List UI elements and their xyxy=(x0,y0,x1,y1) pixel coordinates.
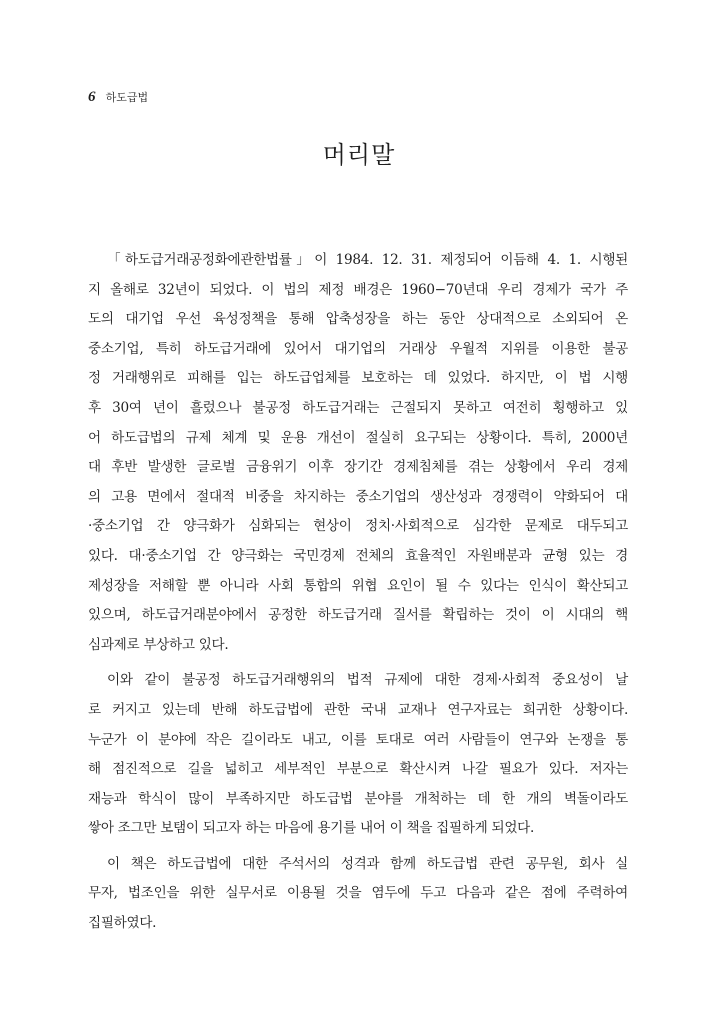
text-line: ·중소기업 간 양극화가 심화되는 현상이 정치·사회적으로 심각한 문제로 대두되고 xyxy=(88,518,628,535)
text-line: 의 고용 면에서 절대적 비중을 차지하는 중소기업의 생산성과 경쟁력이 약화되어 대 xyxy=(88,488,628,505)
paragraph xyxy=(88,850,628,939)
page-title: 머리말 xyxy=(322,141,396,169)
paragraph xyxy=(88,666,628,844)
text-line: 누군가 이 분야에 작은 길이라도 내고, 이를 토대로 여러 사람들이 연구와 논쟁을 통 xyxy=(88,731,628,748)
text-line: 심과제로 부상하고 있다. xyxy=(88,636,229,653)
page-number: 6 xyxy=(88,89,96,105)
text-line: 대 후반 발생한 글로벌 금융위기 이후 장기간 경제침체를 겪는 상황에서 우리 경제 xyxy=(88,459,628,476)
running-head-book-title: 하도급법 xyxy=(105,91,149,104)
text-line: 지 올해로 32년이 되었다. 이 법의 제정 배경은 1960−70년대 우리 경제가 국가 주 xyxy=(88,281,628,298)
text-line: 쌓아 조그만 보탬이 되고자 하는 마음에 용기를 내어 이 책을 집필하게 되었다. xyxy=(88,820,535,837)
text-line: 중소기업, 특히 하도급거래에 있어서 대기업의 거래상 우월적 지위를 이용한 불공 xyxy=(88,340,628,357)
text-line: 있다. 대·중소기업 간 양극화는 국민경제 전체의 효율적인 자원배분과 균형 있는 경 xyxy=(88,547,628,564)
text-line: 후 30여 년이 흘렀으나 불공정 하도급거래는 근절되지 못하고 여전히 횡행하고 있 xyxy=(88,399,628,416)
text-line: 도의 대기업 우선 육성정책을 통해 압축성장을 하는 동안 상대적으로 소외되어 온 xyxy=(88,311,628,328)
text-line: 무자, 법조인을 위한 실무서로 이용될 것을 염두에 두고 다음과 같은 점에 주력하여 xyxy=(88,885,628,902)
text-line: 이 책은 하도급법에 대한 주석서의 성격과 함께 하도급법 관련 공무원, 회사 실 xyxy=(107,855,628,872)
body-text xyxy=(88,246,628,939)
text-line: 해 점진적으로 길을 넓히고 세부적인 부분으로 확산시켜 나갈 필요가 있다. 저자는 xyxy=(88,761,628,778)
text-line: 있으며, 하도급거래분야에서 공정한 하도급거래 질서를 확립하는 것이 이 시대의 핵 xyxy=(88,607,628,624)
paragraph xyxy=(88,246,628,660)
running-head xyxy=(88,89,148,106)
text-line: 어 하도급법의 규제 체계 및 운용 개선이 절실히 요구되는 상황이다. 특히, 2000년 xyxy=(88,429,628,446)
text-line: 정 거래행위로 피해를 입는 하도급업체를 보호하는 데 있었다. 하지만, 이 법 시행 xyxy=(88,370,628,387)
text-line: 「하도급거래공정화에관한법률」이 1984. 12. 31. 제정되어 이듬해 4. 1. 시행된 xyxy=(107,252,628,268)
text-line: 재능과 학식이 많이 부족하지만 하도급법 분야를 개척하는 데 한 개의 벽돌이라도 xyxy=(88,790,628,807)
text-line: 로 커지고 있는데 반해 하도급법에 관한 국내 교재나 연구자료는 희귀한 상황이다. xyxy=(88,701,628,718)
text-line: 집필하였다. xyxy=(88,915,157,932)
text-line: 이와 같이 불공정 하도급거래행위의 법적 규제에 대한 경제·사회적 중요성이 날 xyxy=(107,672,628,689)
text-line: 제성장을 저해할 뿐 아니라 사회 통합의 위협 요인이 될 수 있다는 인식이 확산되고 xyxy=(88,577,628,594)
